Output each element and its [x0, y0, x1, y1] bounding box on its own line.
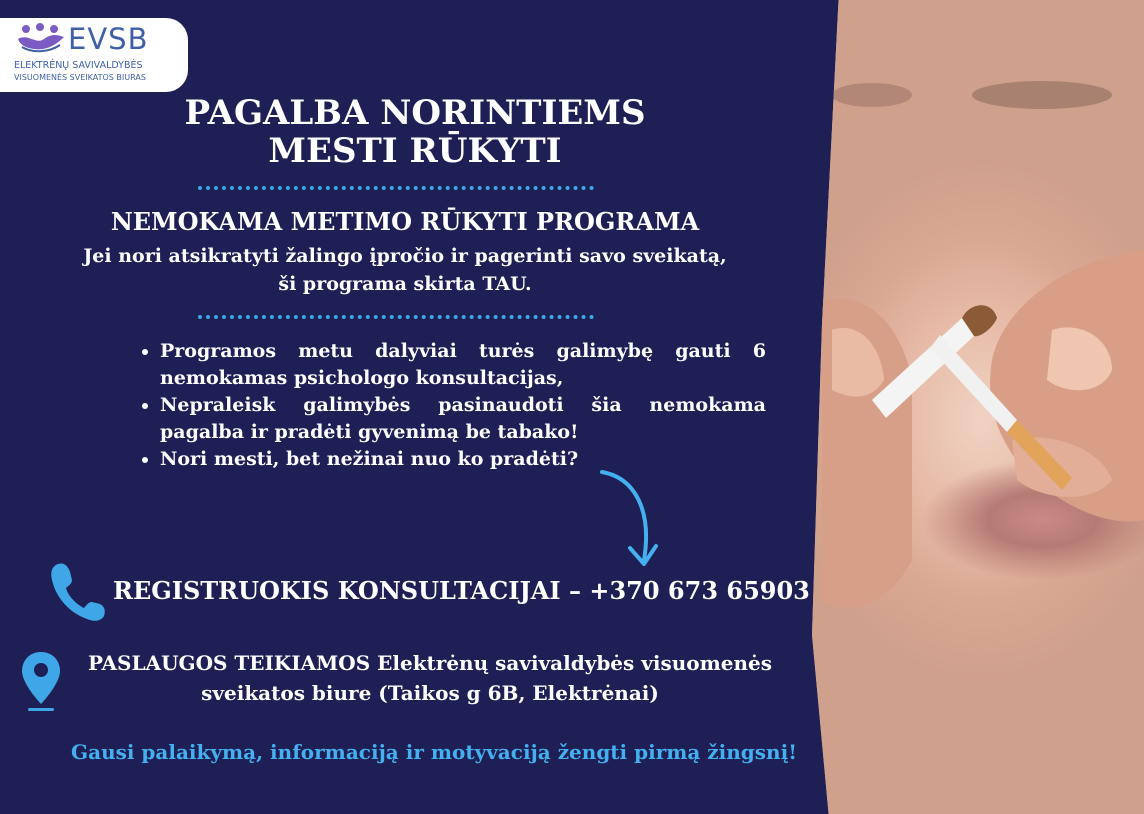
curved-arrow-icon [596, 466, 666, 572]
list-item: • Nori mesti, bet nežinai nuo ko pradėti? [160, 446, 766, 473]
page-title [150, 94, 680, 170]
logo-title: EVSB [68, 22, 149, 56]
motivation-footer: Gausi palaikymą, informaciją ir motyvaciją žengti pirmą žingsnį! [71, 740, 797, 764]
dotted-divider-top [198, 186, 594, 190]
title-line2: MESTI RŪKYTI [268, 131, 562, 171]
location-line2: sveikatos biure (Taikos g 6B, Elektrėnai) [201, 681, 659, 705]
hands-cigarette-illustration [812, 0, 1144, 814]
logo-subtitle-line1: ELEKTRĖNŲ SAVIVALDYBĖS [14, 60, 143, 71]
map-pin-icon [18, 650, 64, 714]
intro-line2: ši programa skirta TAU. [278, 273, 532, 295]
title-line1: PAGALBA NORINTIEMS [184, 93, 646, 133]
list-item: • Programos metu dalyviai turės galimybę gauti 6 nemokamas psichologo konsultacijas, [160, 338, 766, 392]
logo-subtitle-line2: VISUOMENĖS SVEIKATOS BIURAS [14, 73, 146, 82]
location-line1: PASLAUGOS TEIKIAMOS Elektrėnų savivaldybės visuomenės [87, 651, 773, 675]
people-figures-icon [16, 23, 66, 53]
program-subtitle: NEMOKAMA METIMO RŪKYTI PROGRAMA [110, 207, 700, 236]
phone-icon [50, 560, 106, 622]
registration-phone-text: REGISTRUOKIS KONSULTACIJAI – +370 673 65903 [113, 576, 810, 605]
program-intro [60, 242, 750, 298]
logo-badge [0, 18, 188, 92]
benefits-list [138, 338, 766, 473]
list-item: • Nepraleisk galimybės pasinaudoti šia nemokama pagalba ir pradėti gyvenimą be tabako! [160, 392, 766, 446]
dotted-divider-bottom [198, 315, 594, 319]
intro-line1: Jei nori atsikratyti žalingo įpročio ir pagerinti savo sveikatą, [83, 245, 727, 267]
service-location [70, 648, 790, 708]
photo-breaking-cigarette [812, 0, 1144, 814]
